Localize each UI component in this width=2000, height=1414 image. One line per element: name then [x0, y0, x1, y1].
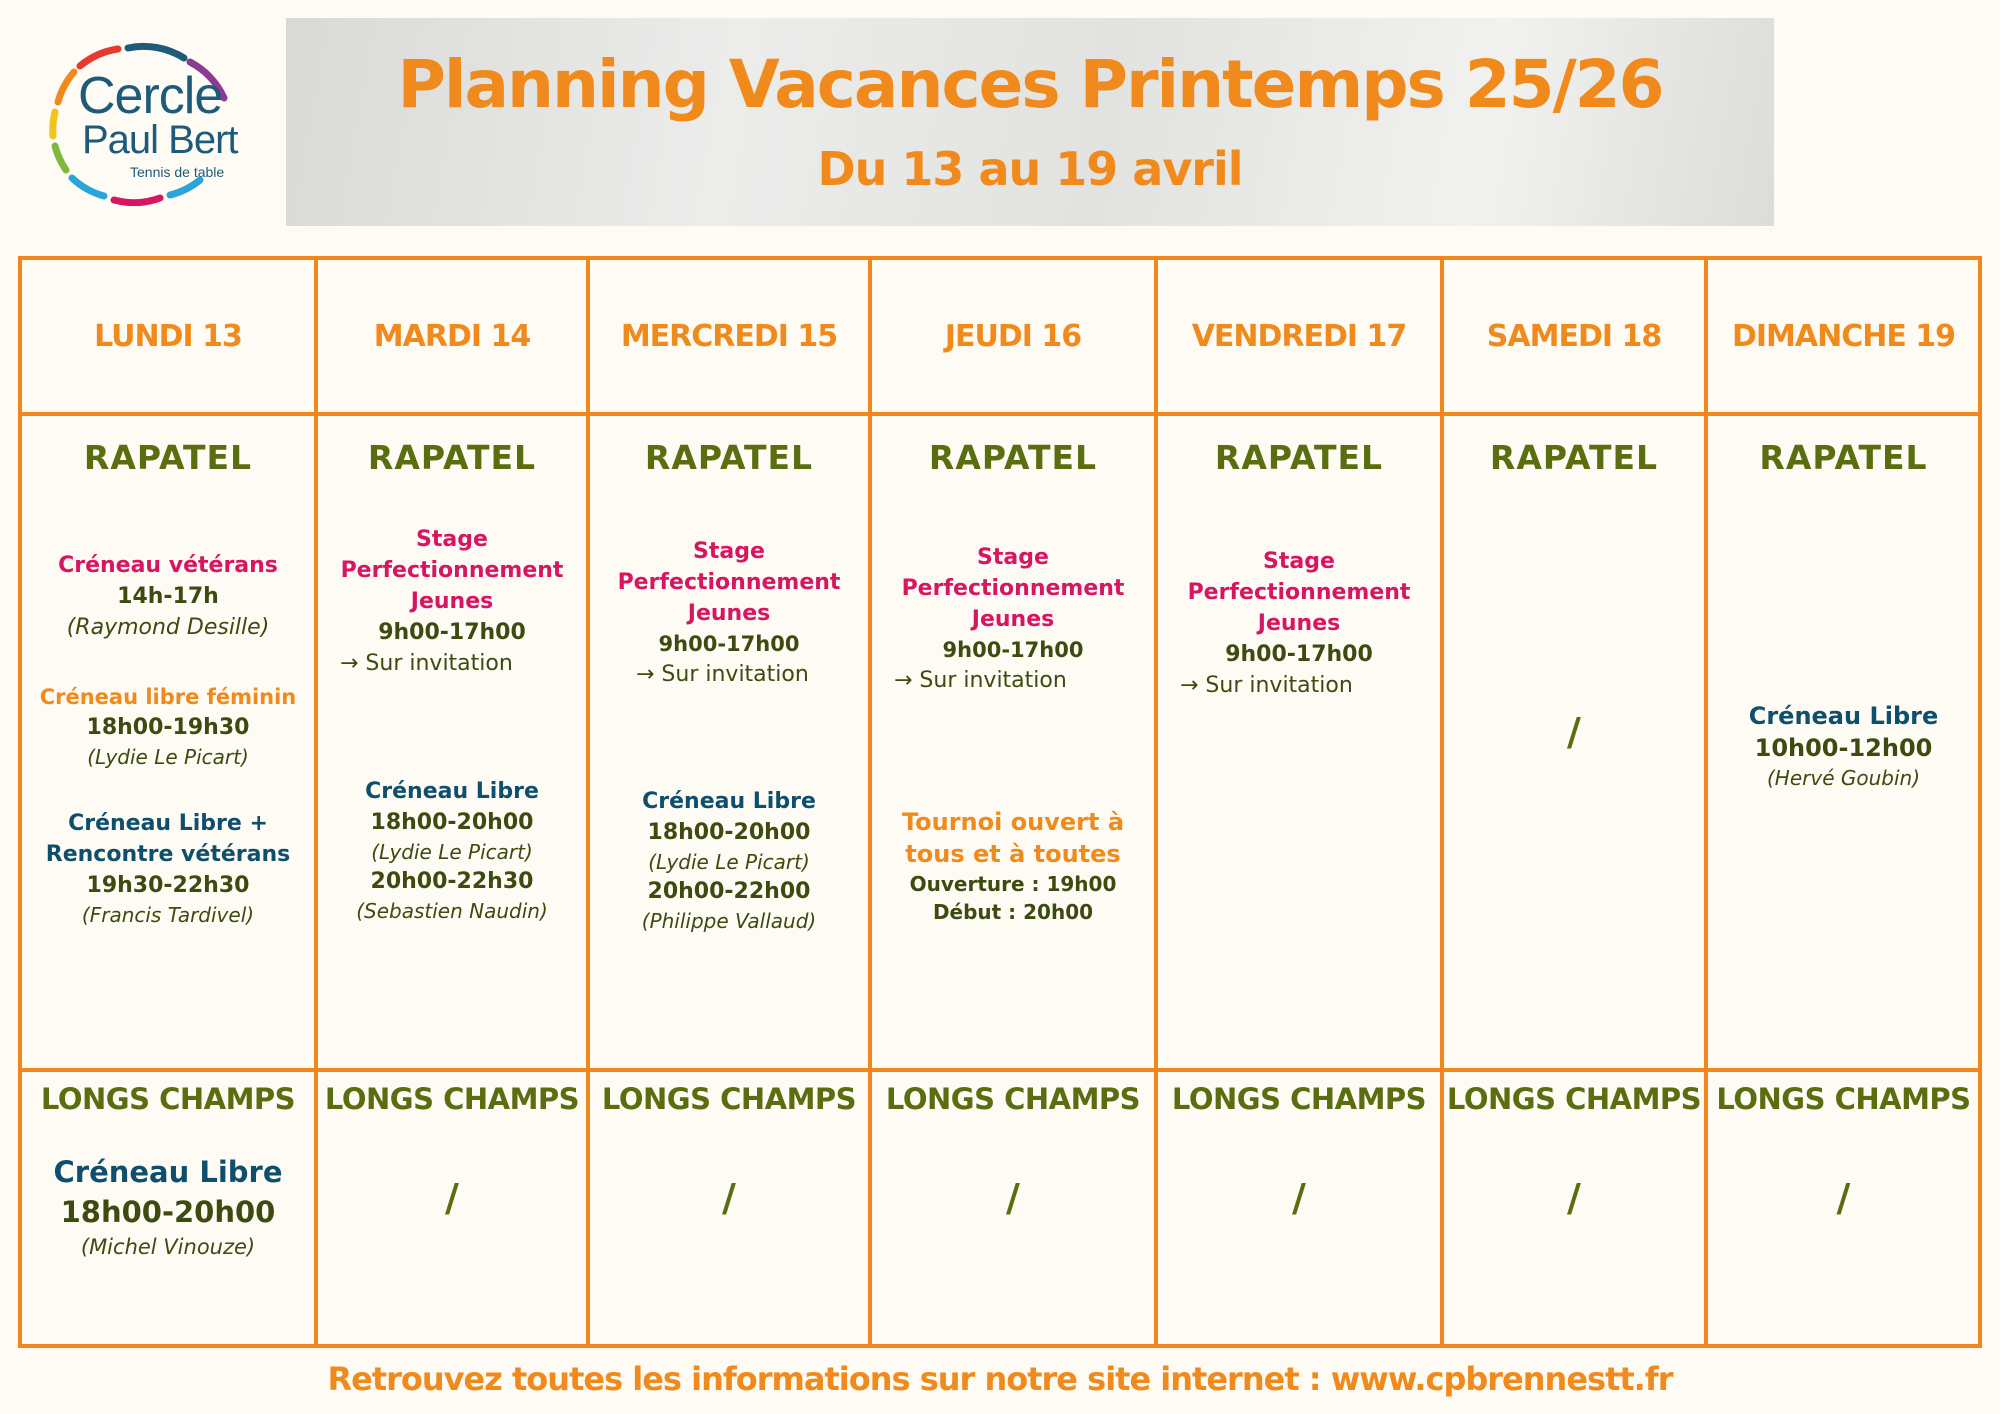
- slot-title: Créneau vétérans: [58, 553, 278, 578]
- day-header-friday: VENDREDI 17: [1158, 260, 1444, 416]
- slot-title: Créneau Libre: [642, 789, 816, 814]
- slot-person: (Lydie Le Picart): [87, 745, 249, 769]
- slot-person: (Sebastien Naudin): [356, 899, 548, 923]
- stage-title: Perfectionnement: [901, 576, 1125, 601]
- venue-label: RAPATEL: [928, 438, 1098, 477]
- no-session-slash: /: [445, 1176, 459, 1220]
- slot-time: 18h00-20h00: [370, 810, 534, 835]
- stage-title: Perfectionnement: [617, 570, 841, 595]
- no-session-slash: /: [722, 1176, 736, 1220]
- no-session-slash: /: [1836, 1176, 1851, 1220]
- longs-champs-tuesday: [318, 1072, 590, 1344]
- slot-person: (Lydie Le Picart): [371, 840, 533, 864]
- slot-person: (Raymond Desille): [66, 615, 270, 640]
- tournament-title: Tournoi ouvert à: [901, 808, 1125, 836]
- day-header-wednesday: MERCREDI 15: [590, 260, 872, 416]
- invitation-note: → Sur invitation: [340, 651, 513, 676]
- venue-label: LONGS CHAMPS: [324, 1082, 580, 1116]
- rapatel-sunday: [1708, 416, 1979, 1072]
- slot-time: 9h00-17h00: [942, 638, 1084, 662]
- stage-title: Jeunes: [410, 589, 494, 614]
- slot-time: 9h00-17h00: [658, 632, 800, 656]
- longs-champs-sunday: [1708, 1072, 1979, 1344]
- day-header-tuesday: MARDI 14: [318, 260, 590, 416]
- slot-time: 18h00-19h30: [86, 715, 250, 740]
- longs-champs-monday: [22, 1072, 318, 1344]
- slot-time: 9h00-17h00: [378, 620, 526, 645]
- slot-time: 20h00-22h30: [370, 869, 534, 894]
- page-subtitle: Du 13 au 19 avril: [817, 142, 1243, 196]
- invitation-note: → Sur invitation: [1180, 673, 1353, 698]
- rapatel-saturday: [1444, 416, 1708, 1072]
- longs-champs-saturday: [1444, 1072, 1708, 1344]
- rapatel-thursday: [872, 416, 1158, 1072]
- slot-title: Créneau Libre: [1748, 702, 1939, 730]
- stage-title: Stage: [977, 545, 1049, 570]
- venue-label: LONGS CHAMPS: [601, 1082, 857, 1116]
- schedule-table: [18, 256, 1982, 1348]
- tournament-start: Début : 20h00: [932, 900, 1094, 924]
- no-session-slash: /: [1292, 1176, 1306, 1220]
- stage-title: Perfectionnement: [340, 558, 564, 583]
- venue-label: RAPATEL: [1214, 438, 1384, 477]
- venue-label: LONGS CHAMPS: [885, 1082, 1141, 1116]
- invitation-note: → Sur invitation: [636, 662, 809, 687]
- stage-title: Stage: [1263, 549, 1335, 574]
- venue-label: LONGS CHAMPS: [1716, 1082, 1971, 1116]
- slot-person: (Hervé Goubin): [1766, 766, 1920, 790]
- logo-text-tennis-de-table: Tennis de table: [130, 164, 225, 180]
- day-header-thursday: JEUDI 16: [872, 260, 1158, 416]
- rapatel-friday: [1158, 416, 1444, 1072]
- stage-title: Jeunes: [971, 607, 1055, 632]
- no-session-slash: /: [1567, 1176, 1581, 1220]
- stage-title: Stage: [693, 539, 765, 564]
- slot-time: 10h00-12h00: [1754, 734, 1933, 762]
- slot-title: Créneau Libre +: [68, 811, 268, 836]
- slot-time: 9h00-17h00: [1225, 642, 1373, 667]
- venue-label: RAPATEL: [644, 438, 814, 477]
- slot-person: (Michel Vinouze): [80, 1235, 256, 1259]
- logo-text-paul-bert: Paul Bert: [82, 118, 238, 162]
- stage-title: Stage: [416, 527, 488, 552]
- no-session-slash: /: [1567, 710, 1581, 754]
- slot-title: Créneau Libre: [53, 1155, 283, 1189]
- stage-title: Jeunes: [687, 601, 771, 626]
- longs-champs-thursday: [872, 1072, 1158, 1344]
- slot-title: Créneau Libre: [365, 779, 539, 804]
- slot-time: 18h00-20h00: [647, 820, 811, 845]
- slot-person: (Lydie Le Picart): [648, 850, 810, 874]
- slot-time: 19h30-22h30: [86, 873, 250, 898]
- venue-label: LONGS CHAMPS: [1446, 1082, 1702, 1116]
- slot-title: Créneau libre féminin: [39, 685, 297, 709]
- invitation-note: → Sur invitation: [894, 668, 1067, 693]
- slot-person: (Francis Tardivel): [81, 903, 255, 927]
- day-header-sunday: DIMANCHE 19: [1708, 260, 1979, 416]
- stage-title: Perfectionnement: [1187, 580, 1411, 605]
- day-header-monday: LUNDI 13: [22, 260, 318, 416]
- stage-title: Jeunes: [1257, 611, 1341, 636]
- slot-time: 18h00-20h00: [60, 1195, 276, 1229]
- logo-text-cercle: Cercle: [78, 67, 223, 125]
- rapatel-tuesday: [318, 416, 590, 1072]
- venue-label: RAPATEL: [83, 438, 253, 477]
- longs-champs-friday: [1158, 1072, 1444, 1344]
- no-session-slash: /: [1006, 1176, 1020, 1220]
- venue-label: RAPATEL: [1489, 438, 1659, 477]
- venue-label: RAPATEL: [1759, 438, 1928, 477]
- slot-time: 20h00-22h00: [647, 879, 811, 904]
- page-title: Planning Vacances Printemps 25/26: [397, 46, 1663, 123]
- venue-label: RAPATEL: [367, 438, 537, 477]
- slot-person: (Philippe Vallaud): [641, 909, 817, 933]
- footer-website-note: Retrouvez toutes les informations sur notre site internet : www.cpbrennestt.fr: [327, 1360, 1673, 1398]
- slot-time: 14h-17h: [117, 584, 219, 609]
- slot-title: Rencontre vétérans: [45, 842, 291, 867]
- club-logo: [44, 40, 240, 206]
- tournament-title: tous et à toutes: [905, 840, 1121, 868]
- rapatel-monday: [22, 416, 318, 1072]
- day-header-saturday: SAMEDI 18: [1444, 260, 1708, 416]
- tournament-opening: Ouverture : 19h00: [909, 872, 1117, 896]
- venue-label: LONGS CHAMPS: [1171, 1082, 1427, 1116]
- longs-champs-wednesday: [590, 1072, 872, 1344]
- header-banner: [286, 18, 1774, 226]
- venue-label: LONGS CHAMPS: [40, 1082, 296, 1116]
- rapatel-wednesday: [590, 416, 872, 1072]
